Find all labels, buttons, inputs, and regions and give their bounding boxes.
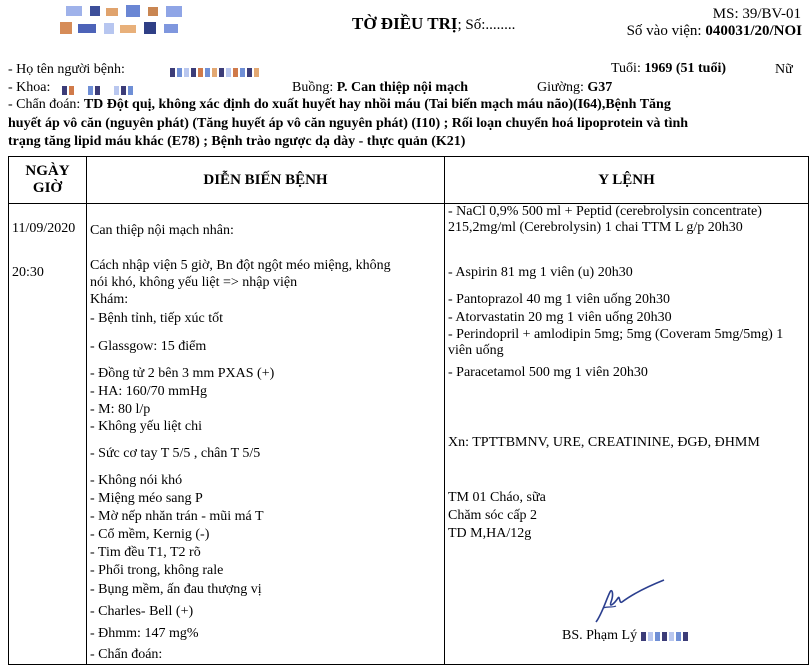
progress-line: - Chẩn đoán:: [90, 647, 163, 662]
diagnosis-text-3: trạng tăng lipid máu khác (E78) ; Bệnh trào ngược dạ dày - thực quản (K21): [8, 134, 466, 149]
redacted-patient-name: [170, 64, 261, 80]
header-orders: Y LỆNH: [445, 157, 809, 204]
progress-line: - Không nói khó: [90, 473, 183, 488]
khoa-label: - Khoa:: [8, 80, 51, 95]
progress-line: Can thiệp nội mạch nhân:: [90, 223, 234, 238]
age-value: 1969 (51 tuổi): [644, 61, 727, 76]
doctor-signature: [562, 628, 690, 644]
order-line: - Pantoprazol 40 mg 1 viên uống 20h30: [448, 292, 671, 307]
progress-line: - Đồng tử 2 bên 3 mm PXAS (+): [90, 366, 275, 381]
progress-line: - Đhmm: 147 mg%: [90, 626, 199, 641]
order-line: - Aspirin 81 mg 1 viên (u) 20h30: [448, 265, 633, 280]
so-label: ; Số:........: [457, 17, 516, 33]
progress-line: - Cổ mềm, Kernig (-): [90, 527, 210, 542]
redacted-hospital-info: [56, 4, 206, 38]
entry-time: 20:30: [12, 265, 44, 280]
buong-value: P. Can thiệp nội mạch: [336, 80, 469, 95]
patient-name-label: - Họ tên người bệnh:: [8, 62, 125, 77]
progress-line: Cách nhập viện 5 giờ, Bn đột ngột méo miệng, không: [90, 258, 391, 273]
header-time: GIỜ: [32, 180, 63, 196]
age-label: Tuổi:: [611, 61, 641, 76]
progress-line: - Phổi trong, không rale: [90, 563, 224, 578]
order-line: - Paracetamol 500 mg 1 viên 20h30: [448, 365, 648, 380]
entry-date: 11/09/2020: [12, 221, 76, 236]
order-line: Xn: TPTTBMNV, URE, CREATININE, ĐGĐ, ĐHMM: [448, 435, 760, 450]
progress-line: - Tim đều T1, T2 rõ: [90, 545, 201, 560]
giuong: [537, 80, 612, 96]
order-line: TD M,HA/12g: [448, 526, 532, 541]
giuong-value: G37: [587, 80, 613, 95]
order-line: - Perindopril + amlodipin 5mg; 5mg (Coveram 5mg/5mg) 1 viên uống: [448, 327, 784, 358]
treatment-table: [8, 156, 809, 665]
doctor-name: BS. Phạm Lý: [562, 628, 638, 643]
giuong-label: Giường:: [537, 80, 584, 95]
diagnosis-text-1: TD Đột quị, không xác định do xuất huyết hay nhồi máu (Tai biến mạch máu não)(I64),Bệnh Tăng: [83, 97, 671, 112]
buong: [292, 80, 468, 96]
diagnosis-text-2: huyết áp vô căn (nguyên phát) (Tăng huyết áp vô căn nguyên phát) (I10) ; Rối loạn chuyển hoá lipoprotein và tình: [8, 116, 689, 131]
form-title: [352, 14, 515, 34]
table-row: [9, 204, 809, 665]
so-vao-vien-value: 040031/20/NOI: [705, 23, 802, 39]
table-header-row: [9, 157, 809, 204]
progress-line: - Bệnh tỉnh, tiếp xúc tốt: [90, 311, 223, 326]
cell-progress: [87, 204, 445, 665]
progress-line: - Miệng méo sang P: [90, 491, 203, 506]
diagnosis-line-1: [8, 97, 671, 113]
order-line: TM 01 Cháo, sữa: [448, 490, 546, 505]
buong-label: Buồng:: [292, 80, 334, 95]
progress-line: - Mờ nếp nhăn trán - mũi má T: [90, 509, 264, 524]
ms-code: MS: 39/BV-01: [712, 6, 801, 22]
progress-line: - Glassgow: 15 điểm: [90, 339, 207, 354]
progress-line: - Sức cơ tay T 5/5 , chân T 5/5: [90, 446, 261, 461]
order-line: Chăm sóc cấp 2: [448, 508, 538, 523]
signature-image: [592, 578, 666, 628]
order-line: - NaCl 0,9% 500 ml + Peptid (cerebrolysin concentrate) 215,2mg/ml (Cerebrolysin) 1 chai TTM L g/p 20h30: [448, 204, 762, 235]
progress-line: - Charles- Bell (+): [90, 604, 194, 619]
progress-line: - M: 80 l/p: [90, 402, 151, 417]
header-progress: DIỄN BIẾN BỆNH: [87, 157, 445, 204]
header-date: NGÀY: [25, 163, 70, 179]
progress-line: - Bụng mềm, ấn đau thượng vị: [90, 582, 262, 597]
so-vao-vien-label: Số vào viện:: [626, 23, 702, 39]
cell-date-time: [9, 204, 87, 665]
order-line: - Atorvastatin 20 mg 1 viên uống 20h30: [448, 310, 672, 325]
header-date-time: [9, 157, 87, 204]
progress-line: - HA: 160/70 mmHg: [90, 384, 208, 399]
progress-line: Khám:: [90, 292, 129, 307]
gender: Nữ: [775, 62, 793, 77]
progress-line: - Không yếu liệt chi: [90, 419, 202, 434]
diagnosis-label: - Chẩn đoán:: [8, 97, 81, 112]
redacted-khoa: [62, 82, 135, 98]
progress-line: nói khó, không yếu liệt => nhập viện: [90, 275, 298, 290]
so-vao-vien: [627, 23, 802, 40]
title-text: TỜ ĐIỀU TRỊ: [352, 14, 458, 33]
age: [611, 61, 726, 77]
